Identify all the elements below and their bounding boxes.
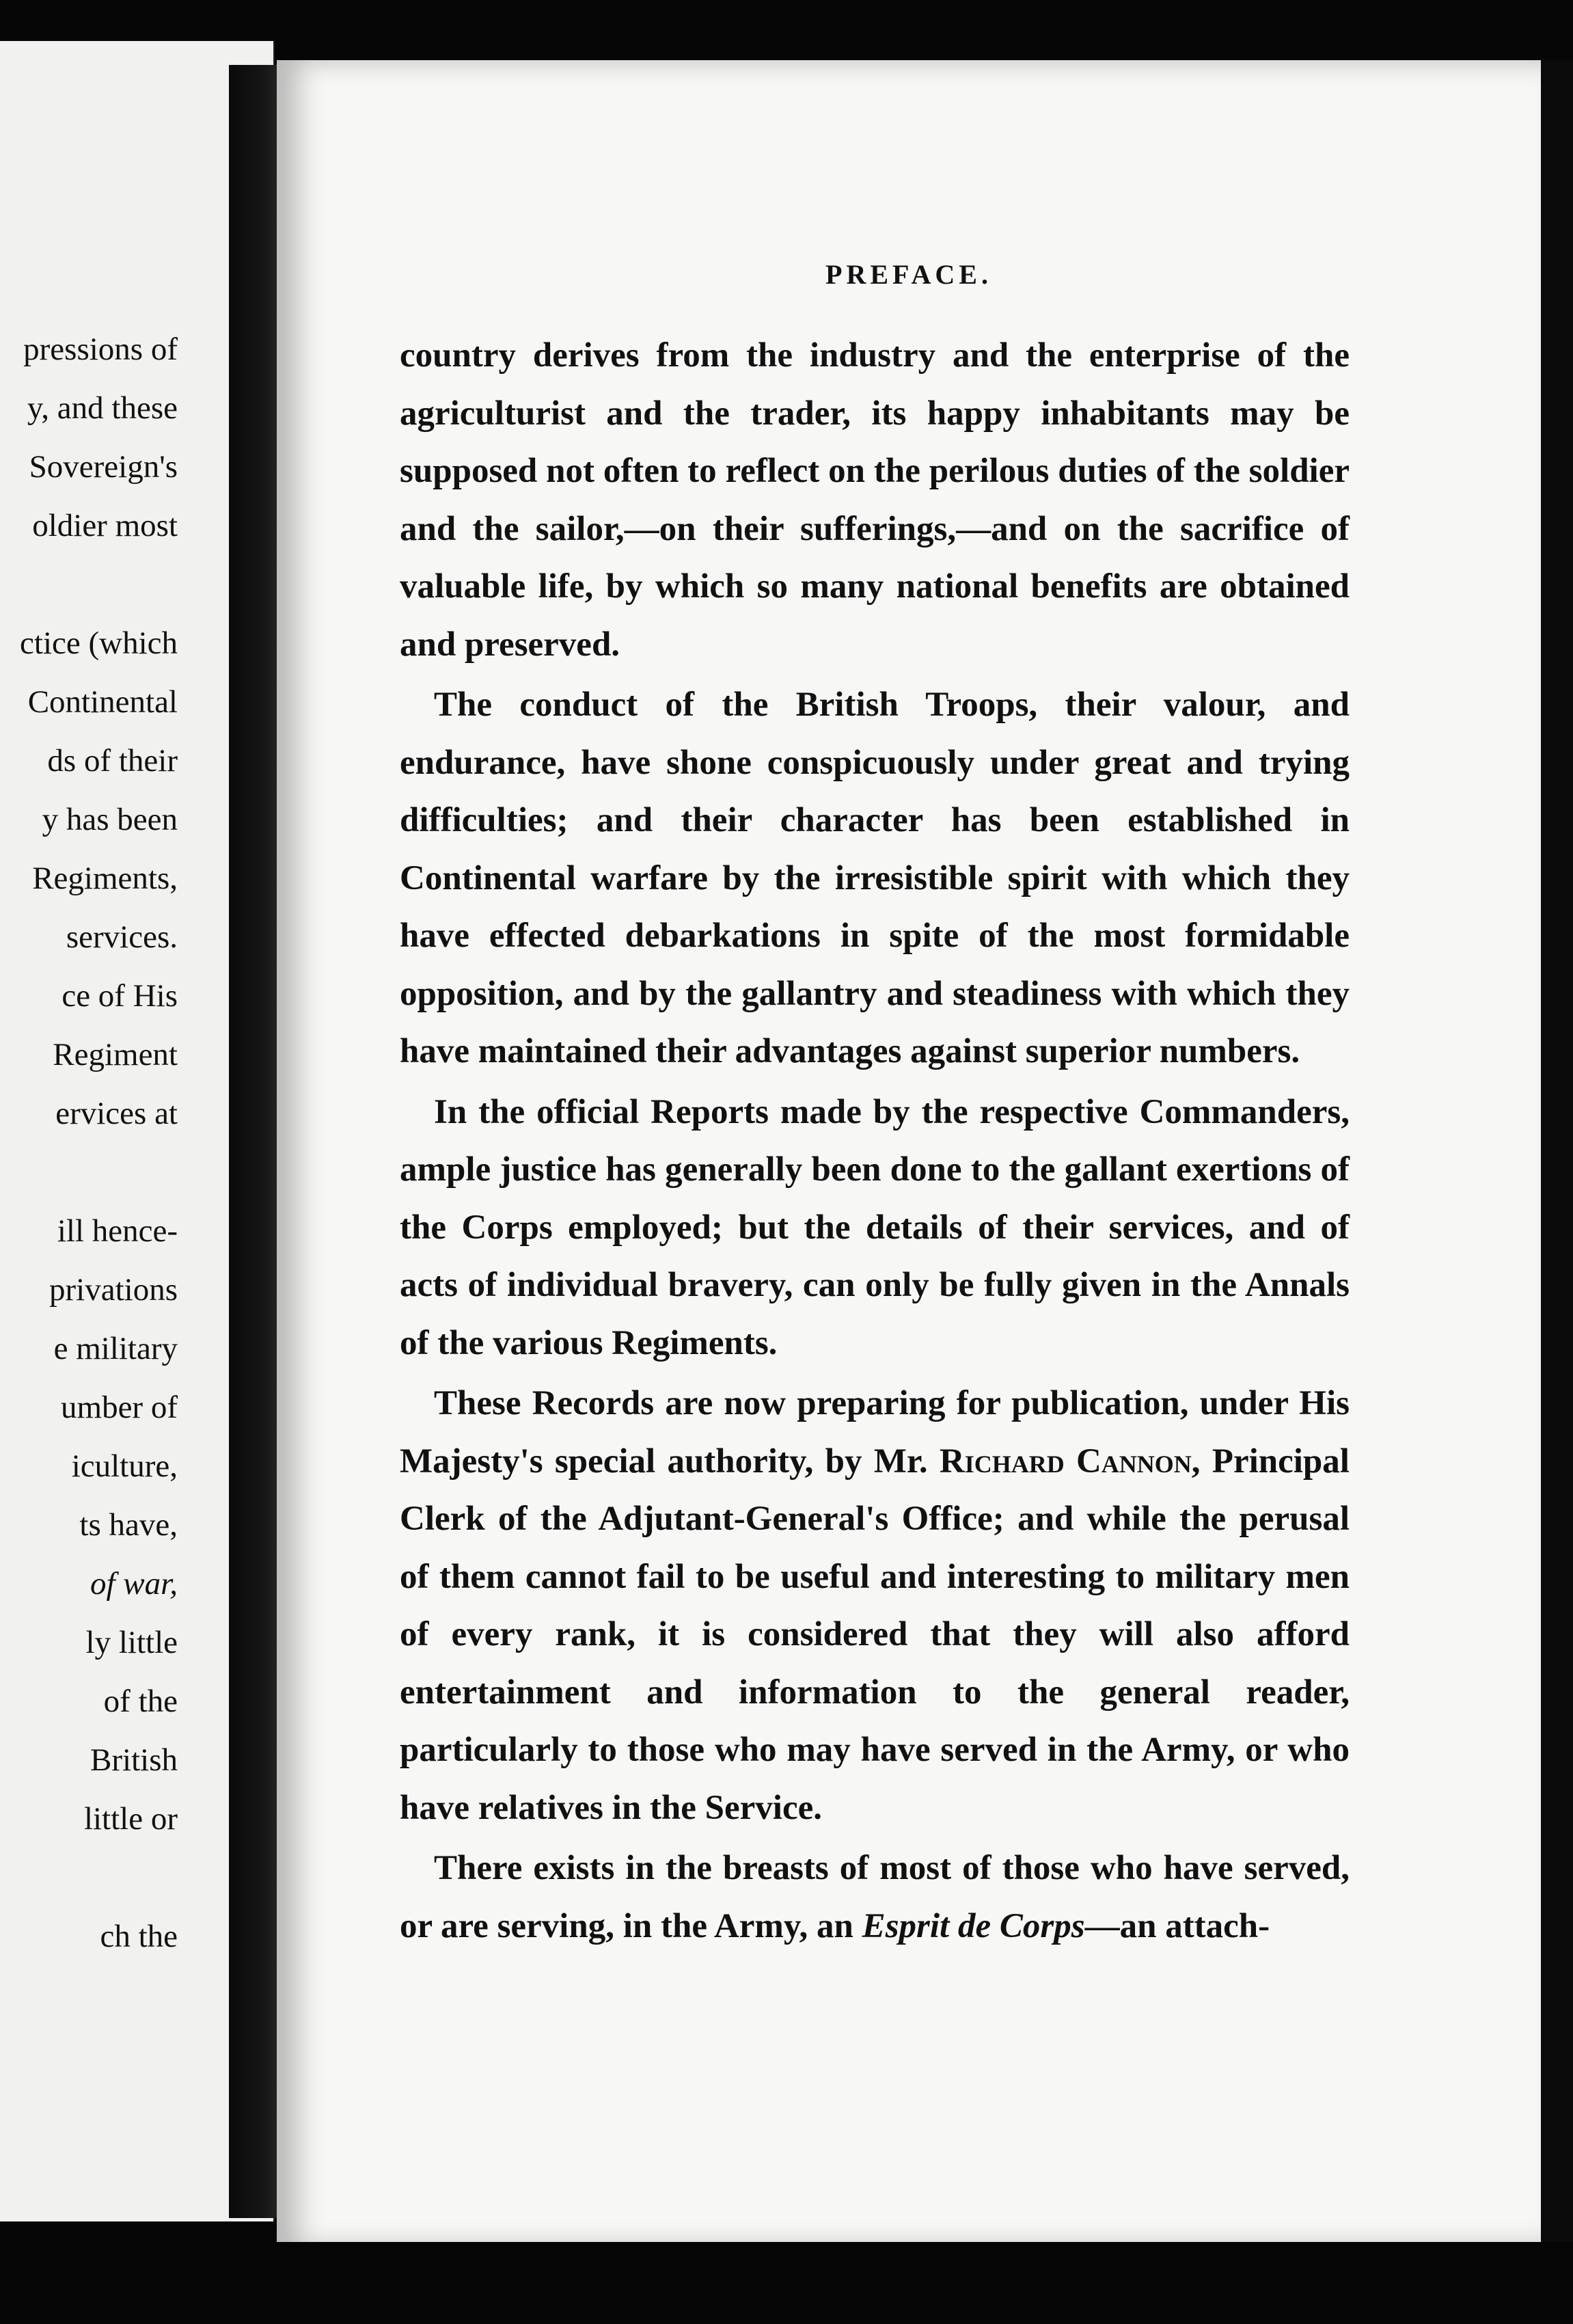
paragraph-5-text-b: —an attach- bbox=[1084, 1906, 1270, 1945]
previous-page-line: iculture, bbox=[71, 1448, 178, 1484]
previous-page-line: y has been bbox=[42, 802, 178, 837]
paragraph-3: In the official Reports made by the respective Commanders, ample justice has generally been done to the gallant exertions of the Corps employed; but the details of their services, and of acts of individual bravery, can only be fully given in the Annals of the various Regiments. bbox=[400, 1092, 1350, 1362]
previous-page-line: of the bbox=[103, 1684, 178, 1719]
previous-page-line: ill hence- bbox=[57, 1213, 178, 1249]
previous-page-line: Regiment bbox=[53, 1037, 178, 1072]
previous-page-line: of war, bbox=[90, 1566, 178, 1602]
previous-page-line: pressions of bbox=[23, 332, 178, 367]
paragraph-4-text-b: , Principal Clerk of the Adjutant-General's Office; and while the perusal of them cannot fail to be useful and interesting to military men of every rank, it is considered that they will also afford entertainment and information to the general reader, particularly to those who may have served in the Army, or who have relatives in the Service. bbox=[400, 1442, 1350, 1827]
previous-page-line: umber of bbox=[61, 1390, 178, 1425]
previous-page-line: ch the bbox=[100, 1919, 178, 1954]
bottom-scan-border bbox=[0, 2242, 1573, 2324]
previous-page-line: y, and these bbox=[27, 390, 178, 426]
previous-page-line: Regiments, bbox=[32, 861, 178, 896]
previous-page-line: privations bbox=[49, 1272, 178, 1308]
previous-page-line: ce of His bbox=[61, 978, 178, 1014]
previous-page-line: ts have, bbox=[79, 1507, 178, 1543]
paragraph-2: The conduct of the British Troops, their valour, and endurance, have shone conspicuously under great and trying difficulties; and their character has been established in Continental warfare by the irresistible spirit with which they have effected debarkations in spite of the most formidable opposition, and by the gallantry and steadiness with which they have maintained their advantages against superior numbers. bbox=[400, 686, 1350, 1070]
page-running-head: PREFACE. bbox=[825, 259, 992, 290]
paragraph-5 bbox=[400, 1839, 1350, 1955]
esprit-de-corps-phrase: Esprit de Corps bbox=[862, 1906, 1085, 1945]
paragraph-1: country derives from the industry and the enterprise of the agriculturist and the trader, its happy inhabitants may be supposed not often to reflect on the perilous duties of the soldier and the sailor,—on their sufferings,—and on the sacrifice of valuable life, by which so many national benefits are obtained and preserved. bbox=[400, 336, 1350, 664]
previous-page-line: ctice (which bbox=[20, 625, 178, 661]
previous-page-line: little or bbox=[83, 1801, 178, 1837]
previous-page-line: British bbox=[90, 1742, 178, 1778]
previous-page-line: ervices at bbox=[55, 1096, 178, 1131]
previous-page-line: oldier most bbox=[32, 508, 178, 543]
previous-page-line: e military bbox=[53, 1331, 178, 1366]
paragraph-5-text-a: There exists in the breasts of most of those who have served, or are serving, in the Army, an bbox=[400, 1849, 1350, 1945]
previous-page-line: Continental bbox=[27, 684, 178, 720]
right-scan-border bbox=[1541, 60, 1573, 2247]
paragraph-4-text-a: These Records are now preparing for publication, under His Majesty's special authority, by Mr. bbox=[400, 1384, 1350, 1481]
paragraph-4 bbox=[400, 1375, 1350, 1837]
preface-body bbox=[400, 327, 1350, 1958]
preface-page bbox=[277, 60, 1541, 2247]
author-name: Richard Cannon bbox=[939, 1442, 1192, 1481]
previous-page-line: Sovereign's bbox=[29, 449, 178, 485]
previous-page-line: ds of their bbox=[47, 743, 178, 779]
previous-page-line: ly little bbox=[85, 1625, 178, 1660]
previous-page-line: services. bbox=[66, 919, 178, 955]
